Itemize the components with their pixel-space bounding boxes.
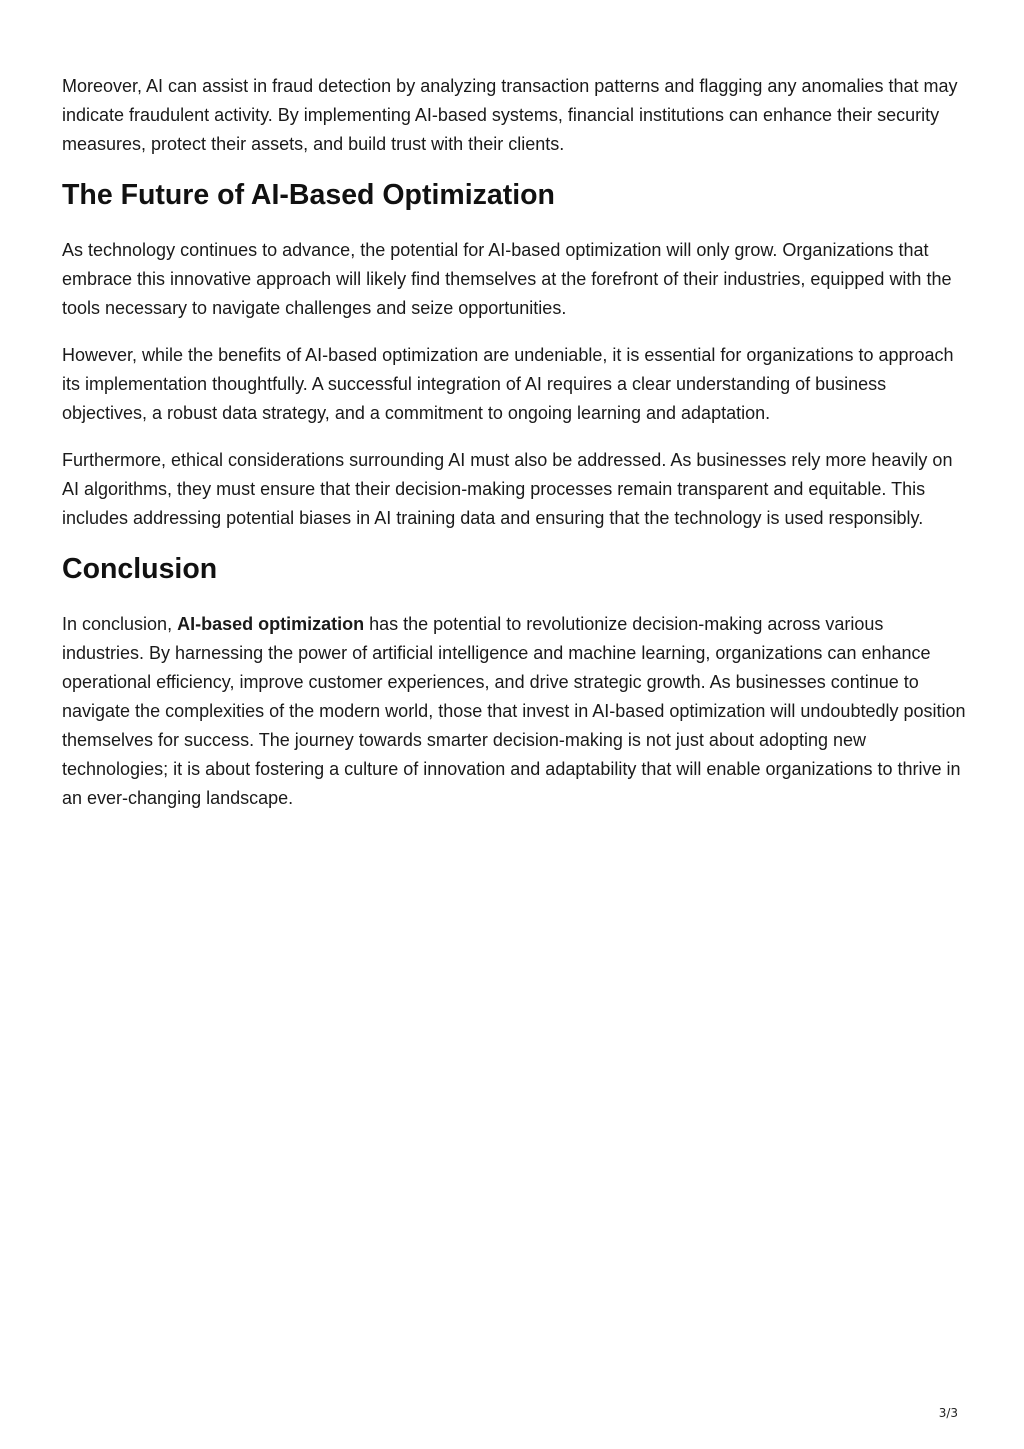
conclusion-paragraph bbox=[62, 610, 968, 813]
future-paragraph-3: Furthermore, ethical considerations surrounding AI must also be addressed. As businesses rely more heavily on AI algorithms, they must ensure that their decision-making processes remain transparent and equitable. This includes addressing potential biases in AI training data and ensuring that the technology is used responsibly. bbox=[62, 450, 953, 528]
conclusion-keyword: AI-based optimization bbox=[177, 614, 365, 634]
section-heading-conclusion: Conclusion bbox=[62, 553, 218, 585]
future-paragraph-1: As technology continues to advance, the potential for AI-based optimization will only grow. Organizations that embrace this innovative approach will likely find themselves at the forefront of their industries, equipped with the tools necessary to navigate challenges and seize opportunities. bbox=[62, 240, 952, 318]
conclusion-body-text: has the potential to revolutionize decision-making across various industries. By harnessing the power of artificial intelligence and machine learning, organizations can enhance operational efficiency, improve customer experiences, and drive strategic growth. As businesses continue to navigate the complexities of the modern world, those that invest in AI-based optimization will undoubtedly position themselves for success. The journey towards smarter decision-making is not just about adopting new technologies; it is about fostering a culture of innovation and adaptability that will enable organizations to thrive in an ever-changing landscape. bbox=[62, 614, 966, 808]
future-paragraph-2: However, while the benefits of AI-based optimization are undeniable, it is essential for organizations to approach its implementation thoughtfully. A successful integration of AI requires a clear understanding of business objectives, a robust data strategy, and a commitment to ongoing learning and adaptation. bbox=[62, 345, 954, 423]
conclusion-lead-text: In conclusion, bbox=[62, 614, 178, 634]
document-content bbox=[62, 72, 968, 831]
page-number: 3/3 bbox=[938, 1406, 958, 1420]
section-heading-future: The Future of AI-Based Optimization bbox=[62, 179, 555, 211]
intro-paragraph: Moreover, AI can assist in fraud detection by analyzing transaction patterns and flagging any anomalies that may indicate fraudulent activity. By implementing AI-based systems, financial institutions can enhance their security measures, protect their assets, and build trust with their clients. bbox=[62, 76, 958, 154]
